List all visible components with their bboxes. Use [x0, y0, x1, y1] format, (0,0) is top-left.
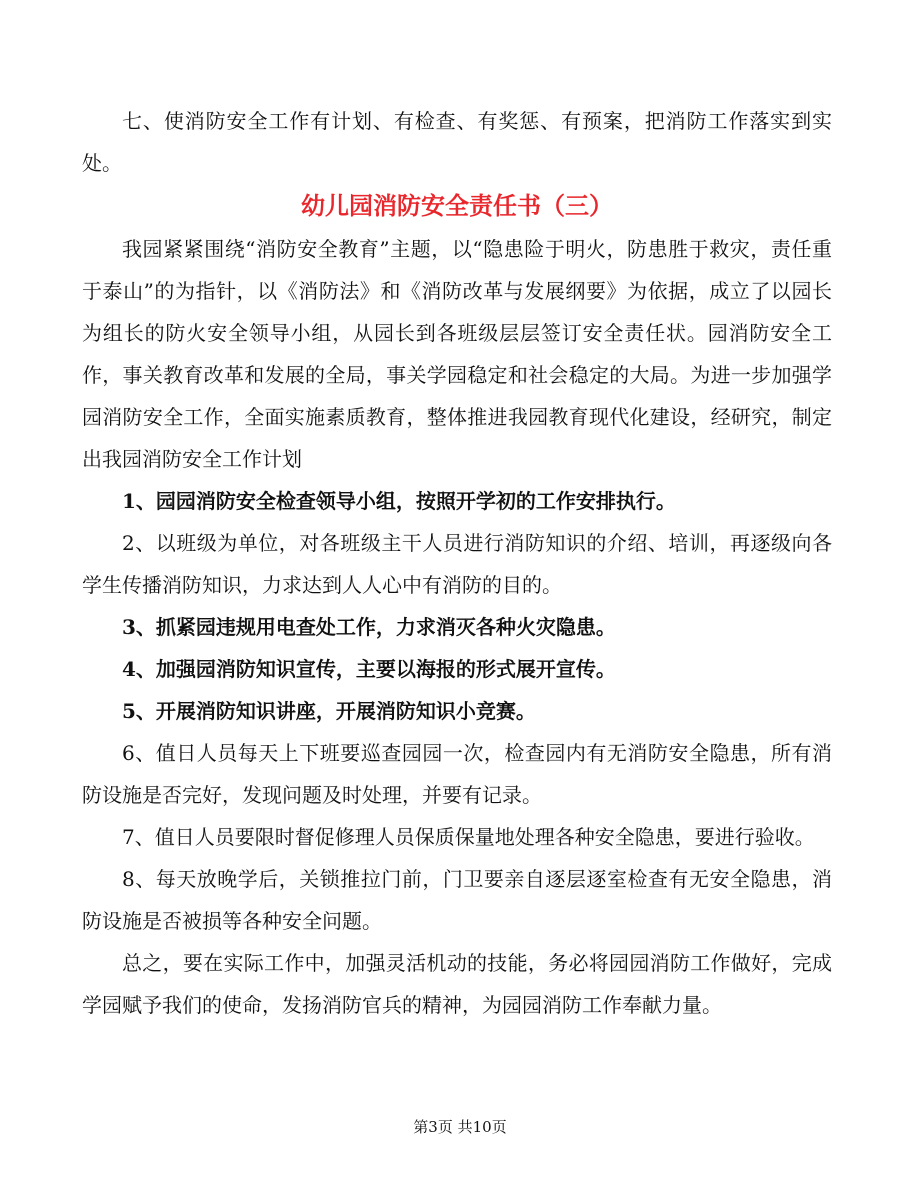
document-title: 幼儿园消防安全责任书（三）: [301, 191, 613, 220]
preface-paragraph: 我园紧紧围绕“消防安全教育”主题，以“隐患险于明火，防患胜于救灾，责任重于泰山”的为指针，以《消防法》和《消防改革与发展纲要》为依据，成立了以园长为组长的防火安全领导小组，从园长到各班级层层签订安全责任状。园消防安全工作，事关教育改革和发展的全局，事关学园稳定和社会稳定的大局。为进一步加强学园消防安全工作，全面实施素质教育，整体推进我园教育现代化建设，经研究，制定出我园消防安全工作计划: [82, 237, 832, 471]
list-item-4: 4、加强园消防知识宣传，主要以海报的形式展开宣传。: [122, 657, 616, 681]
conclusion-paragraph: 总之，要在实际工作中，加强灵活机动的技能，务必将园园消防工作做好，完成学园赋予我们的使命，发扬消防官兵的精神，为园园消防工作奉献力量。: [82, 951, 832, 1017]
list-item-8: 8、每天放晚学后，关锁推拉门前，门卫要亲自逐层逐室检查有无安全隐患，消防设施是否被损等各种安全问题。: [82, 867, 832, 933]
list-item-6: 6、值日人员每天上下班要巡查园园一次，检查园内有无消防安全隐患，所有消防设施是否完好，发现问题及时处理，并要有记录。: [82, 741, 832, 807]
list-item-3: 3、抓紧园违规用电查处工作，力求消灭各种火灾隐患。: [122, 615, 616, 639]
list-item-5: 5、开展消防知识讲座，开展消防知识小竞赛。: [122, 699, 536, 723]
document-body: [82, 100, 832, 1026]
page-number-footer: 第3页 共10页: [413, 1118, 507, 1136]
list-item-7: 7、值日人员要限时督促修理人员保质保量地处理各种安全隐患，要进行验收。: [122, 825, 815, 849]
list-item-1: 1、园园消防安全检查领导小组，按照开学初的工作安排执行。: [122, 489, 676, 513]
list-item-2: 2、以班级为单位，对各班级主干人员进行消防知识的介绍、培训，再逐级向各学生传播消防知识，力求达到人人心中有消防的目的。: [82, 531, 832, 597]
intro-paragraph: 七、使消防安全工作有计划、有检查、有奖惩、有预案，把消防工作落实到实处。: [82, 109, 832, 175]
